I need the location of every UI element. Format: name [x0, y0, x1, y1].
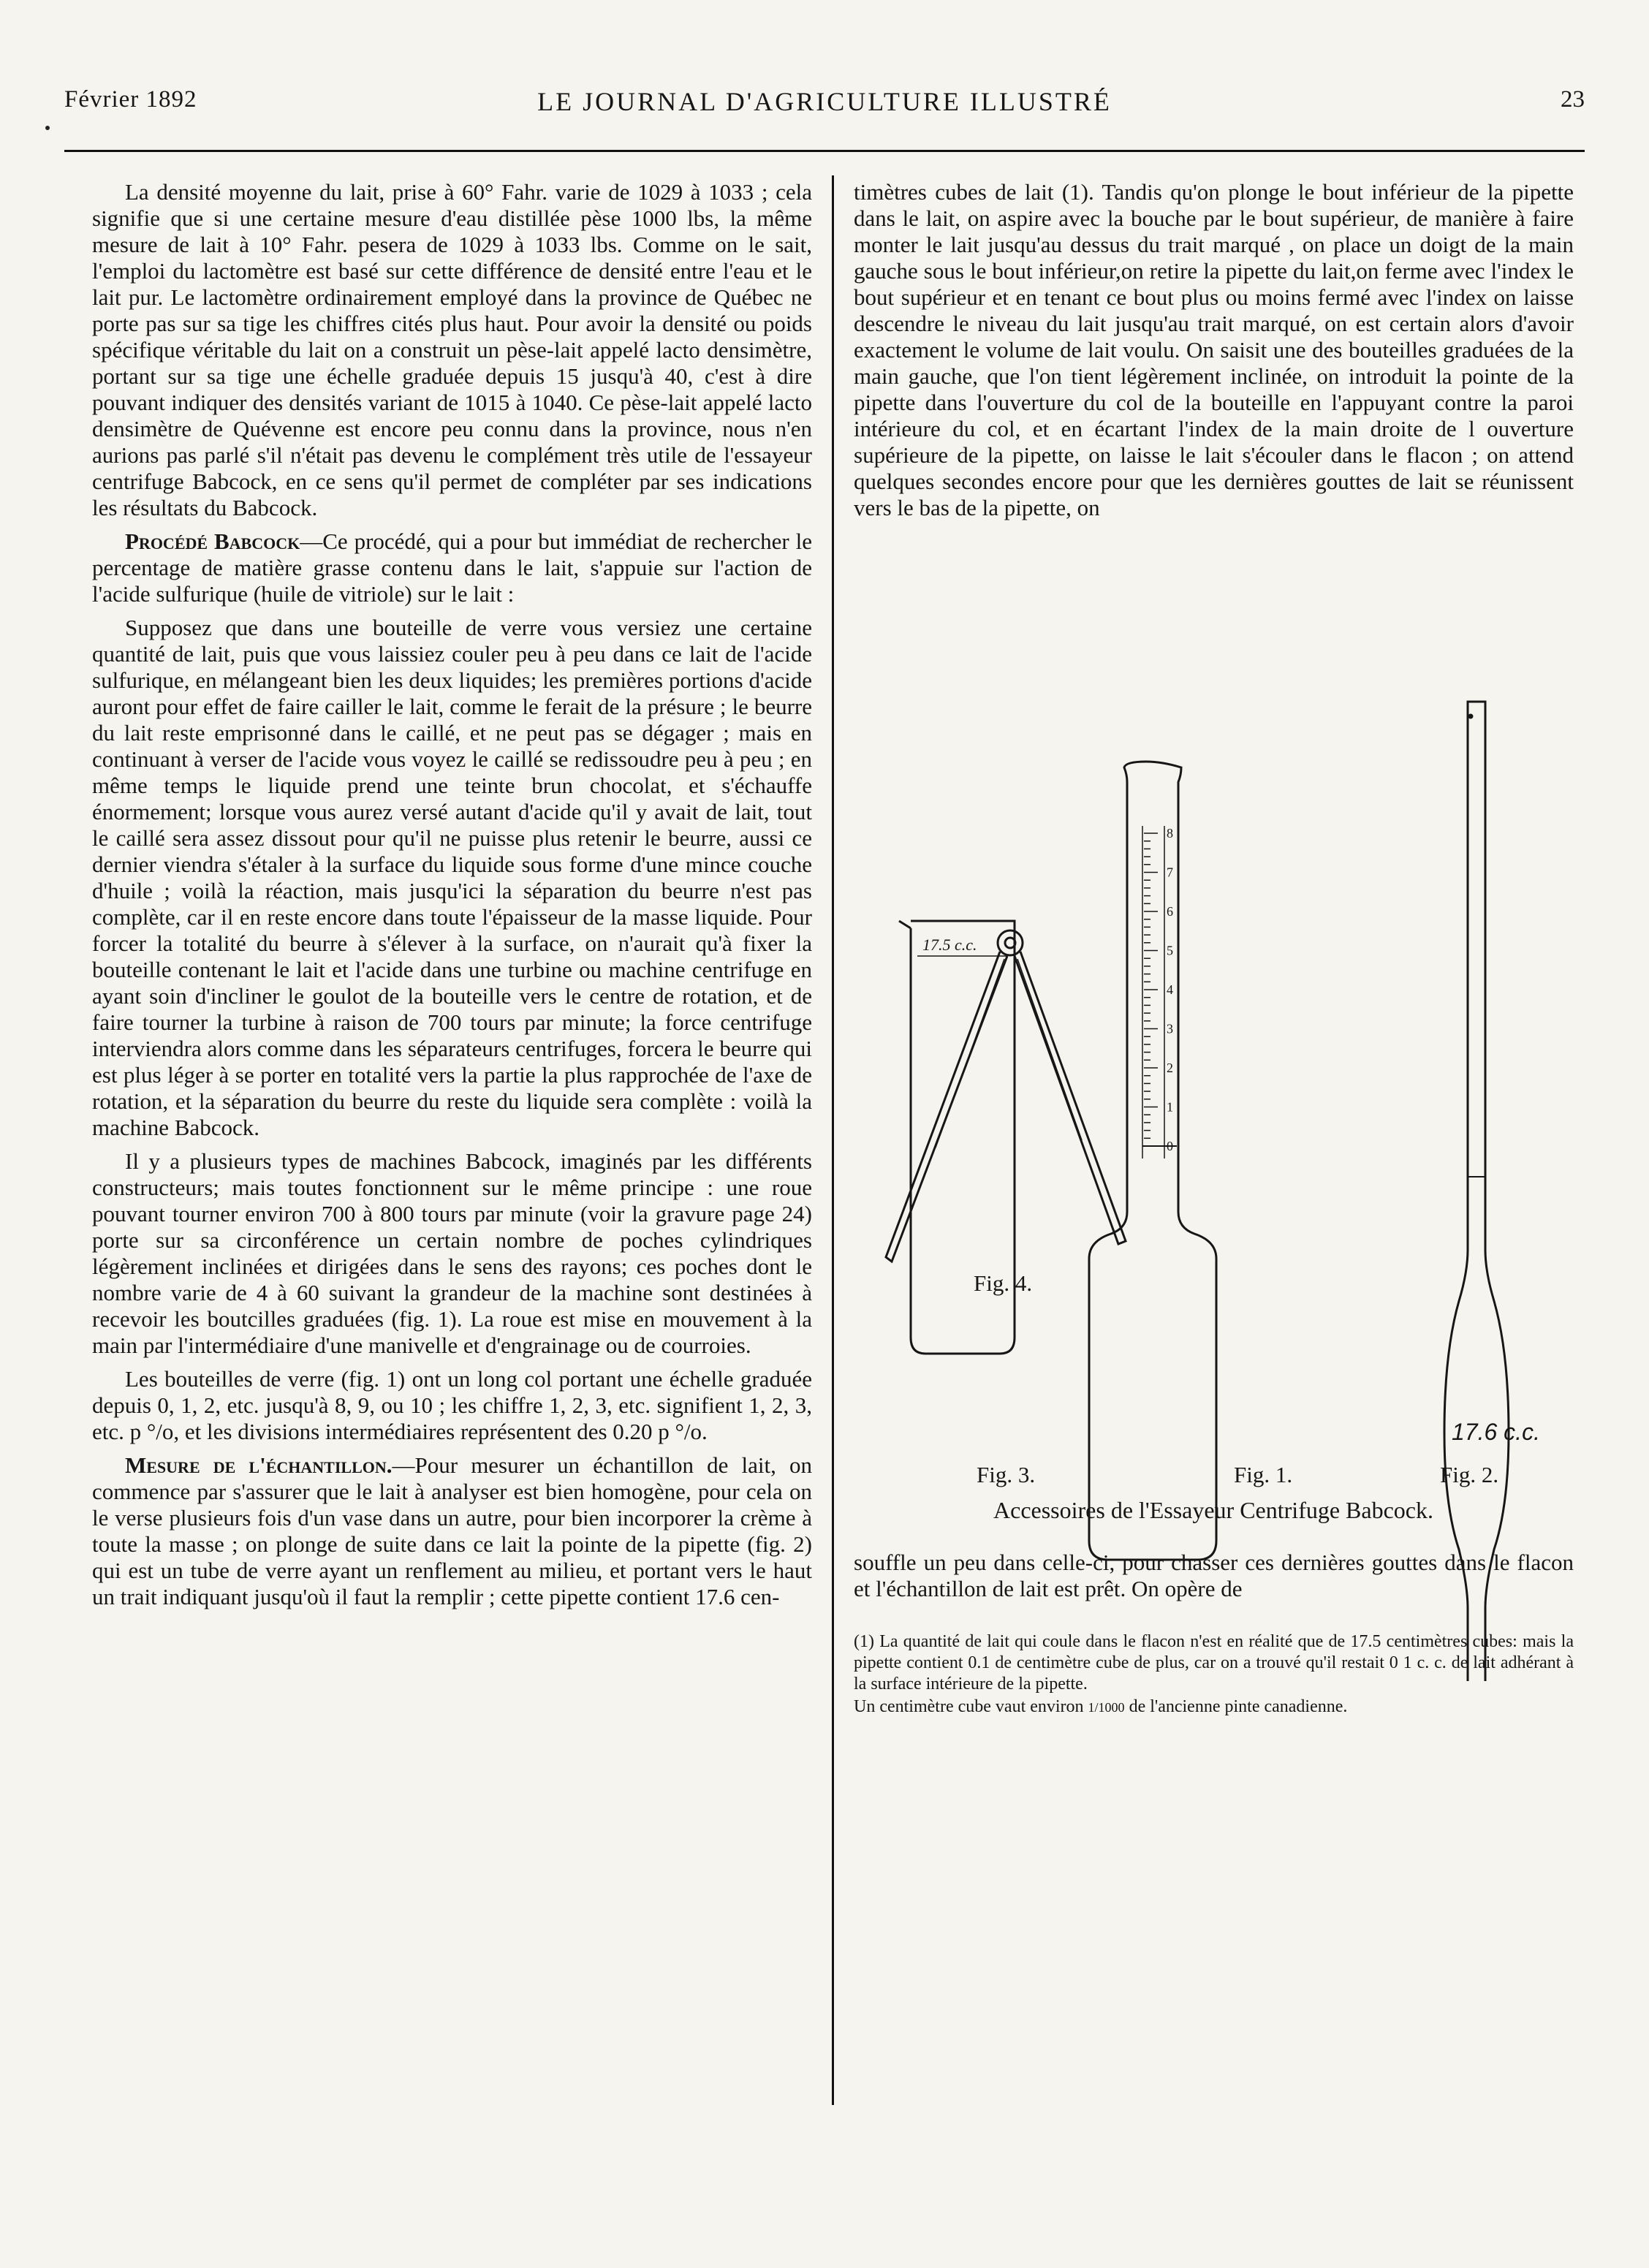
footnotes [854, 1631, 1574, 1720]
paragraph-babcock-process [92, 528, 812, 607]
scale-number: 8 [1167, 826, 1173, 841]
fig4-label: Fig. 4. [974, 1270, 1033, 1296]
right-column-bottom [854, 1550, 1574, 1609]
paragraph-continuation: souffle un peu dans celle-ci, pour chasser ces dernières gouttes dans le flacon et l'échantillon de lait est prêt. On opère de [854, 1550, 1574, 1601]
fig2-volume-label: 17.6 c.c. [1452, 1419, 1540, 1445]
fig1-label: Fig. 1. [1234, 1462, 1293, 1487]
scale-number: 1 [1167, 1099, 1173, 1115]
footnote-2-before: Un centimètre cube vaut environ [854, 1697, 1084, 1716]
header-date: Février 1892 [64, 86, 197, 113]
figure-caption: Accessoires de l'Essayeur Centrifuge Babcock. [993, 1497, 1433, 1523]
footnote-1: (1) La quantité de lait qui coule dans le flacon n'est en réalité que de 17.5 centimètres cubes: mais la pipette contient 0.1 de centimètre cube de plus, car on a trouvé qu'il restait 0 1 c. c. de lait adhérant à la surface intérieure de la pipette. [854, 1632, 1574, 1694]
fig1-test-bottle [1089, 762, 1216, 1560]
heading-babcock-process: Procédé Babcock [125, 528, 300, 554]
paragraph-bottles: Les bouteilles de verre (fig. 1) ont un long col portant une échelle graduée depuis 0, 1, 2, etc. jusqu'à 8, 9, ou 10 ; les chiffre 1, 2, 3, etc. signifient 1, 2, 3, etc. p °/o, et les divisions intermédiaires représentent des 0.20 p °/o. [92, 1366, 812, 1444]
fig3-volume-label: 17.5 c.c. [922, 936, 977, 954]
paragraph-sample-measure [92, 1452, 812, 1610]
footnote-2-fraction: 1/1000 [1088, 1700, 1125, 1715]
scale-number: 5 [1167, 943, 1173, 958]
header-title: LE JOURNAL D'AGRICULTURE ILLUSTRÉ [537, 87, 1112, 116]
fig3-label: Fig. 3. [977, 1462, 1036, 1487]
fig2-label: Fig. 2. [1440, 1462, 1499, 1487]
heading-sample-measure: Mesure de l'échantillon. [125, 1452, 393, 1478]
scale-number: 0 [1167, 1139, 1173, 1153]
babcock-accessories-illustration [848, 672, 1579, 1681]
paragraph-reaction: Supposez que dans une bouteille de verre vous versiez une certaine quantité de lait, puis que vous laissiez couler peu à peu dans ce lait de l'acide sulfurique, en mélangeant bien les deux liquides; les premières portions d'acide auront pour effet de faire cailler le lait, comme le ferait de la présure ; le beurre du lait reste emprisonné dans le caillé, et ne peut pas se dégager ; mais en continuant à verser de l'acide vous voyez le caillé se redissoudre peu à peu ; en même temps le liquide prend une teinte brun chocolat, et s'échauffe énormement; lorsque vous aurez versé autant d'acide qu'il y avait de lait, tout le caillé sera assez dissout pour qu'il ne puisse plus retenir le beurre, aussi ce dernier viendra s'étaler à la surface du liquide sous forme d'une mince couche d'huile ; voilà la réaction, mais jusqu'ici la séparation du beurre n'est pas complète, car il en reste encore dans toute l'épaisseur de la masse liquide. Pour forcer la totalité du beurre à s'élever à la surface, on n'aurait qu'à fixer la bouteille contenant le lait et l'acide dans une turbine ou machine centrifuge en ayant soin d'incliner le goulot de la bouteille vers le centre de rotation, et de faire tourner la turbine à raison de 700 tours par minute; la force centrifuge interviendra alors comme dans les séparateurs centrifuges, forcera le beurre qui est plus léger à se porter en totalité vers la partie la plus rapprochée de l'axe de rotation, et la séparation du beurre du reste du liquide sera complète : voilà la machine Babcock. [92, 615, 812, 1140]
scale-number: 2 [1167, 1061, 1173, 1075]
paragraph-density: La densité moyenne du lait, prise à 60° Fahr. varie de 1029 à 1033 ; cela signifie que si une certaine mesure d'eau distillée pèse 1000 lbs, la même mesure de lait à 10° Fahr. pesera de 1029 à 1033 lbs. Comme on le sait, l'emploi du lactomètre est basé sur cette différence de densité entre l'eau et le lait pur. Le lactomètre ordinairement employé dans la province de Québec ne porte pas sur sa tige les chiffres cités plus haut. Pour avoir la densité ou poids spécifique véritable du lait on a construit un pèse-lait appelé lacto densimètre, portant sur sa tige une échelle graduée depuis 15 jusqu'à 40, c'est à dire pouvant indiquer des densités variant de 1015 à 1040. Ce pèse-lait appelé lacto densimètre de Quévenne est encore peu connu dans la province, nous n'en aurions pas parlé s'il n'était pas devenu le complément très utile de l'essayeur centrifuge Babcock, en ce sens qu'il permet de compléter par ses indications les résultats du Babcock. [92, 179, 812, 520]
footnote-2 [854, 1696, 1574, 1718]
left-column [92, 179, 812, 1617]
paragraph-machine-types: Il y a plusieurs types de machines Babcock, imaginés par les différents constructeurs; mais toutes fonctionnent sur le même principe : une roue pouvant tourner environ 700 à 800 tours par minute (voir la gravure page 24) porte sur sa circonférence un certain nombre de poches cylindriques légèrement inclinées et dirigées dans le sens des rayons; ces poches dont le nombre varie de 4 à 60 suivant la grandeur de la machine sont destinées à recevoir les boutcilles graduées (fig. 1). La roue est mise en mouvement à la main par l'intermédiaire d'une manivelle et d'engrainage ou de courroies. [92, 1148, 812, 1358]
fig2-pipette [1444, 702, 1509, 1681]
right-column-top [854, 179, 1574, 528]
paragraph-sample-measure-text: —Pour mesurer un échantillon de lait, on commence par s'assurer que le lait à analyser est bien homogène, pour cela on le verse plusieurs fois d'un vase dans un autre, pour bien incorporer la crème à toute la masse ; on plonge de suite dans ce lait la pointe de la pipette (fig. 2) qui est un tube de verre ayant un renflement au milieu, et portant vers le haut un trait indiquant jusqu'où il faut la remplir ; cette pipette contient 17.6 cen- [92, 1452, 812, 1609]
header-rule [64, 150, 1585, 152]
scale-number: 6 [1167, 904, 1173, 919]
page-header [64, 86, 1585, 130]
header-page-number: 23 [1561, 86, 1585, 113]
column-divider [832, 175, 834, 2105]
scale-numbers [1167, 826, 1173, 1153]
fig4-dividers [886, 930, 1126, 1262]
scale-number: 4 [1167, 982, 1173, 997]
scale-number: 3 [1167, 1021, 1173, 1036]
page-speck [45, 126, 50, 130]
paragraph-babcock-process-text: —Ce procédé, qui a pour but immédiat de rechercher le percentage de matière grasse contenu dans le lait, s'appuie sur l'action de l'acide sulfurique (huile de vitriole) sur le lait : [92, 528, 812, 607]
footnote-2-after: de l'ancienne pinte canadienne. [1129, 1697, 1348, 1716]
scale-number: 7 [1167, 865, 1173, 880]
paragraph-pipette-procedure: timètres cubes de lait (1). Tandis qu'on plonge le bout inférieur de la pipette dans le lait, on aspire avec la bouche par le bout supérieur, de manière à faire monter le lait jusqu'au dessus du trait marqué , on place un doigt de la main gauche sous le bout inférieur,on retire la pipette du lait,on ferme avec l'index le bout supérieur et en tenant ce bout plus ou moins fermé avec l'index on laisse descendre le niveau du lait jusqu'au trait marqué, on est certain alors d'avoir exactement le volume de lait voulu. On saisit une des bouteilles graduées de la main gauche, que l'on tient légèrement inclinée, on introduit la pointe de la pipette dans l'ouverture du col de la bouteille en l'appuyant contre la paroi intérieure du col, et en écartant l'index de la main droite de l ouverture supérieure de la pipette, on laisse le lait s'écouler dans le flacon ; on attend quelques secondes encore pour que les dernières gouttes de lait se réunissent vers le bas de la pipette, on [854, 179, 1574, 520]
